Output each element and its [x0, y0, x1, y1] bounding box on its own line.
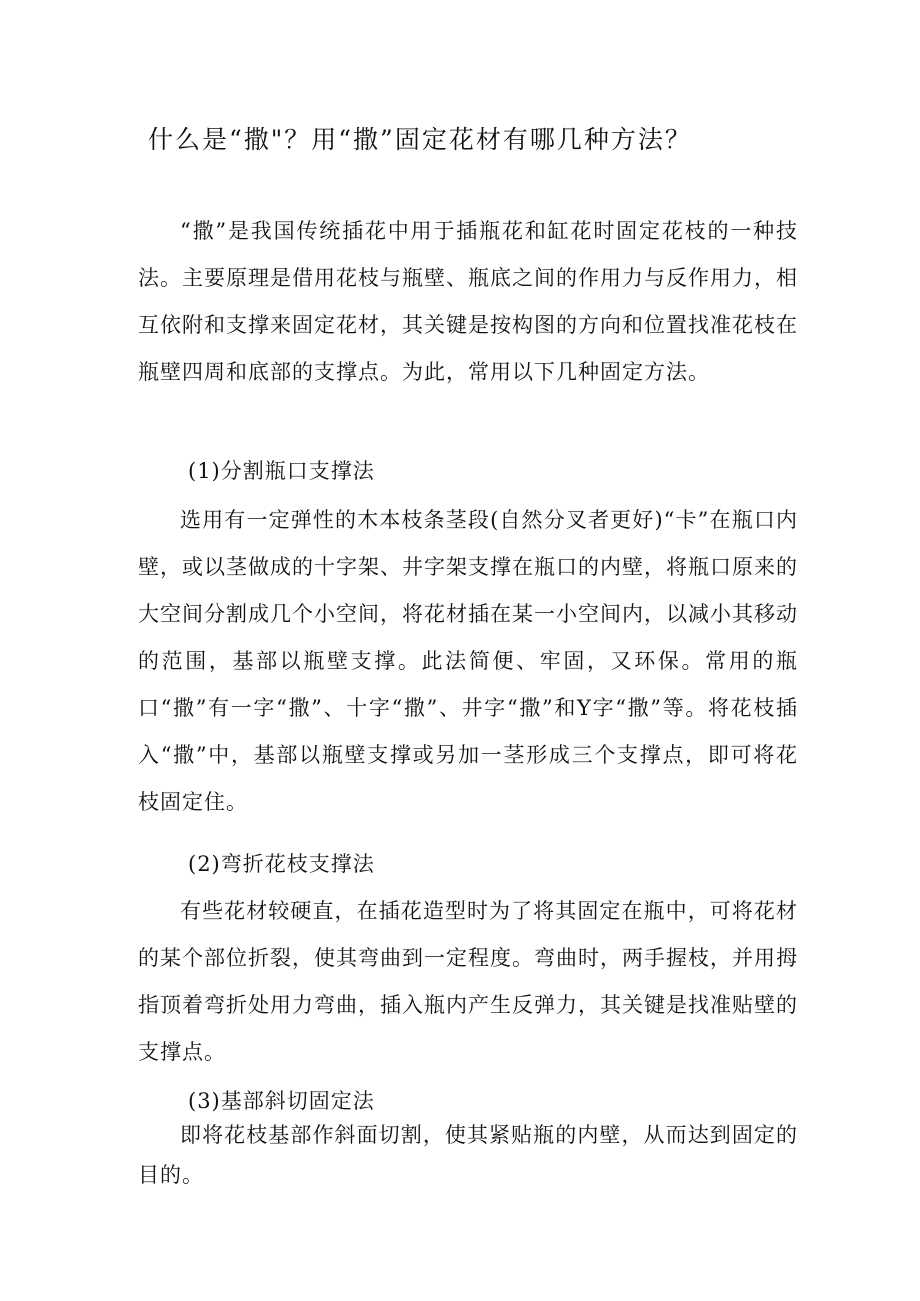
section-body-2: 有些花材较硬直，在插花造型时为了将其固定在瓶中，可将花材的某个部位折裂，使其弯曲到一定程度。弯曲时，两手握枝，并用拇指顶着弯折处用力弯曲，插入瓶内产生反弹力，其关键是找准贴壁的支撑点。	[138, 899, 798, 1064]
section-body-3: 即将花枝基部作斜面切割，使其紧贴瓶的内壁，从而达到固定的目的。	[138, 1123, 798, 1187]
section-heading-2: (2)弯折花枝支撑法	[188, 852, 375, 876]
section-heading-1: (1)分割瓶口支撑法	[188, 459, 375, 483]
document-title: 什么是“撒"？用“撒”固定花材有哪几种方法？	[148, 125, 692, 154]
section-heading-3: (3)基部斜切固定法	[188, 1089, 375, 1113]
intro-paragraph: “撒”是我国传统插花中用于插瓶花和缸花时固定花枝的一种技法。主要原理是借用花枝与瓶壁、瓶底之间的作用力与反作用力，相互依附和支撑来固定花材，其关键是按构图的方向和位置找准花枝在瓶壁四周和底部的支撑点。为此，常用以下几种固定方法。	[138, 219, 798, 384]
section-body-1: 选用有一定弹性的木本枝条茎段(自然分叉者更好)“卡”在瓶口内壁，或以茎做成的十字架、井字架支撑在瓶口的内壁，将瓶口原来的大空间分割成几个小空间，将花材插在某一小空间内，以减小其移动的范围，基部以瓶壁支撑。此法简便、牢固，又环保。常用的瓶口“撒”有一字“撒”、十字“撒”、井字“撒”和Y字“撒”等。将花枝插入“撒”中，基部以瓶壁支撑或另加一茎形成三个支撑点，即可将花枝固定住。	[138, 508, 798, 814]
